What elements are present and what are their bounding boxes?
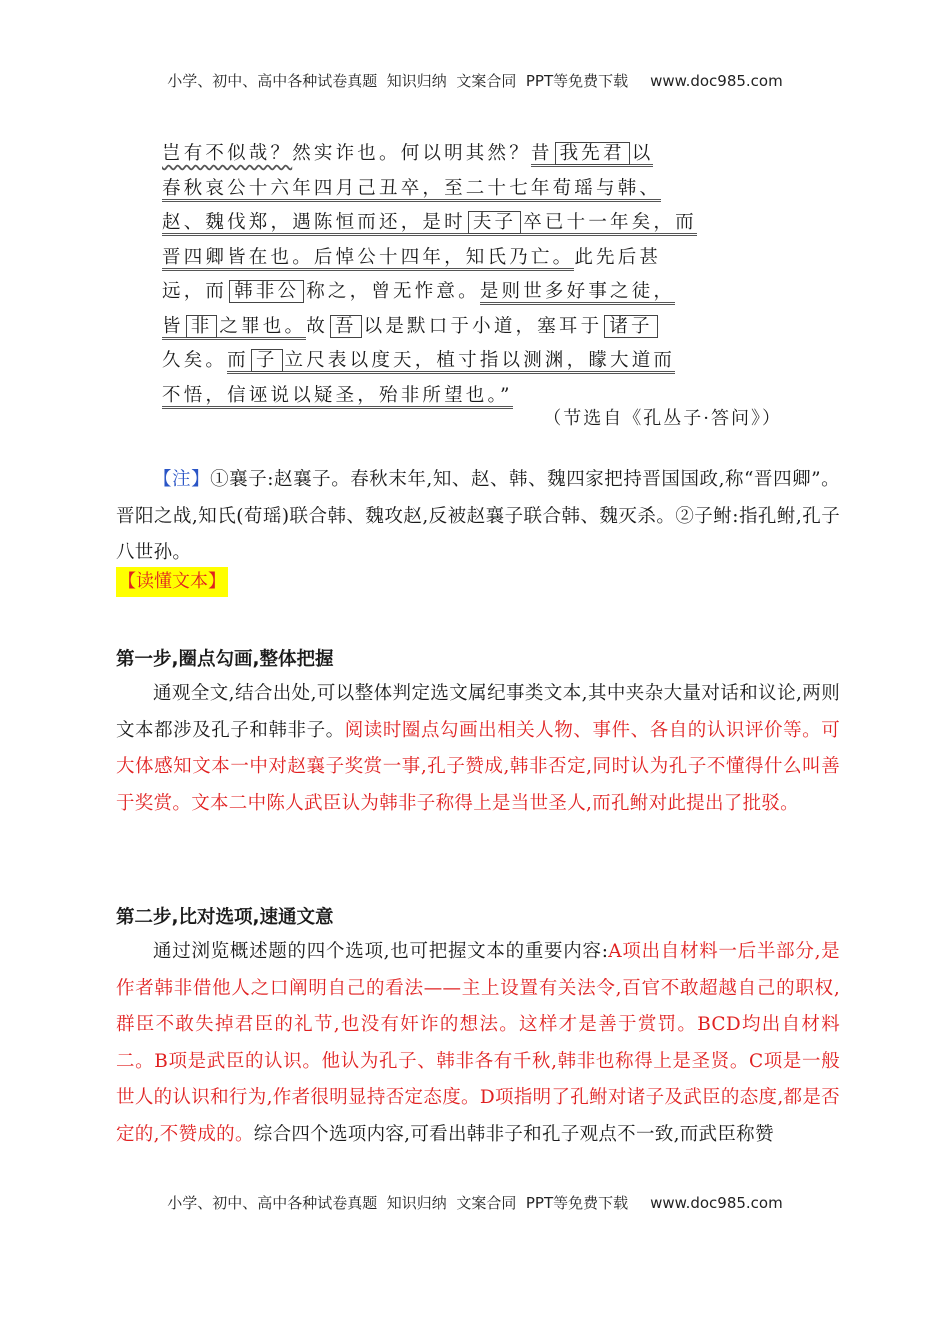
passage-line: 不悟，信诬说以疑圣，殆非所望也。”	[162, 380, 782, 415]
passage-source: （节选自《孔丛子·答问》）	[543, 408, 782, 429]
boxed-word: 韩非公	[229, 280, 304, 303]
passage-line: 远，而 韩非公 称之，曾无怍意。是则世多好事之徒，	[162, 276, 782, 311]
step2-red-text: A项出自材料一后半部分,是作者韩非借他人之口阐明自己的看法——主上设置有关法令,百官不敢超越自己的职权,群臣不敢失掉君臣的礼节,也没有奸诈的想法。这样才是善于赏罚。BCD均出自材料二。B项是武臣的认识。他认为孔子、韩非各有千秋,韩非也称得上是圣贤。C项是一般世人的认识和行为,作者很明显持否定态度。D项指明了孔鲋对诸子及武臣的态度,都是否定的,不赞成的。	[116, 941, 840, 1145]
step1-black-text: 通观全文,结合出处,可以整体判定选文属纪事类文本,其中夹杂大量对话和议论,两则文本都涉及孔子和韩非子。	[116, 683, 840, 741]
note-tag: 【注】	[153, 469, 211, 490]
step1-red-text: 阅读时圈点勾画出相关人物、事件、各自的认识评价等。可大体感知文本一中对赵襄子奖赏一事,孔子赞成,韩非否定,同时认为孔子不懂得什么叫善于奖赏。文本二中陈人武臣认为韩非子称得上是当世圣人,而孔鲋对此提出了批驳。	[116, 719, 840, 814]
header-url[interactable]: www.doc985.com	[650, 72, 783, 90]
header-text: 小学、初中、高中各种试卷真题 知识归纳 文案合同 PPT等免费下载	[167, 72, 629, 90]
boxed-word: 夫子	[468, 211, 521, 234]
passage-line: 岂有不似哉？然实诈也。何以明其然？昔 我先君 以	[162, 138, 782, 173]
step1-title: 第一步,圈点勾画,整体把握	[116, 649, 334, 670]
step1-paragraph	[116, 676, 840, 822]
step2-tail-text: 综合四个选项内容,可看出韩非子和孔子观点不一致,而武臣称赞	[253, 1123, 774, 1145]
passage-line: 久矣。而 子 立尺表以度天，植寸指以测渊，矇大道而	[162, 345, 782, 380]
boxed-word: 诸子	[604, 315, 657, 338]
page-header	[0, 70, 950, 91]
section-label: 【读懂文本】	[116, 567, 228, 597]
boxed-word: 吾	[330, 315, 362, 338]
passage-line: 春秋哀公十六年四月己丑卒，至二十七年荀瑶与韩、	[162, 173, 782, 208]
classical-passage	[162, 138, 782, 414]
footer-text: 小学、初中、高中各种试卷真题 知识归纳 文案合同 PPT等免费下载	[167, 1194, 629, 1212]
boxed-word: 子	[251, 349, 283, 372]
passage-line: 晋四卿皆在也。后悼公十四年，知氏乃亡。此先后甚	[162, 242, 782, 277]
boxed-word: 我先君	[555, 142, 630, 165]
step2-intro-text: 通过浏览概述题的四个选项,也可把握文本的重要内容:	[153, 941, 609, 962]
boxed-word: 非	[186, 315, 218, 338]
note-text: ①襄子:赵襄子。春秋末年,知、赵、韩、魏四家把持晋国国政,称“晋四卿”。晋阳之战,知氏(荀瑶)联合韩、魏攻赵,反被赵襄子联合韩、魏灭杀。②子鲋:指孔鲋,孔子八世孙。	[116, 469, 840, 563]
step2-title: 第二步,比对选项,速通文意	[116, 907, 334, 928]
note-paragraph	[116, 462, 840, 572]
passage-line: 皆 非 之罪也。故 吾 以是默口于小道，塞耳于 诸子	[162, 311, 782, 346]
step2-paragraph	[116, 934, 840, 1153]
page-footer	[0, 1192, 950, 1213]
footer-url[interactable]: www.doc985.com	[650, 1194, 783, 1212]
passage-line: 赵、魏伐郑，遇陈恒而还，是时 夫子 卒已十一年矣，而	[162, 207, 782, 242]
